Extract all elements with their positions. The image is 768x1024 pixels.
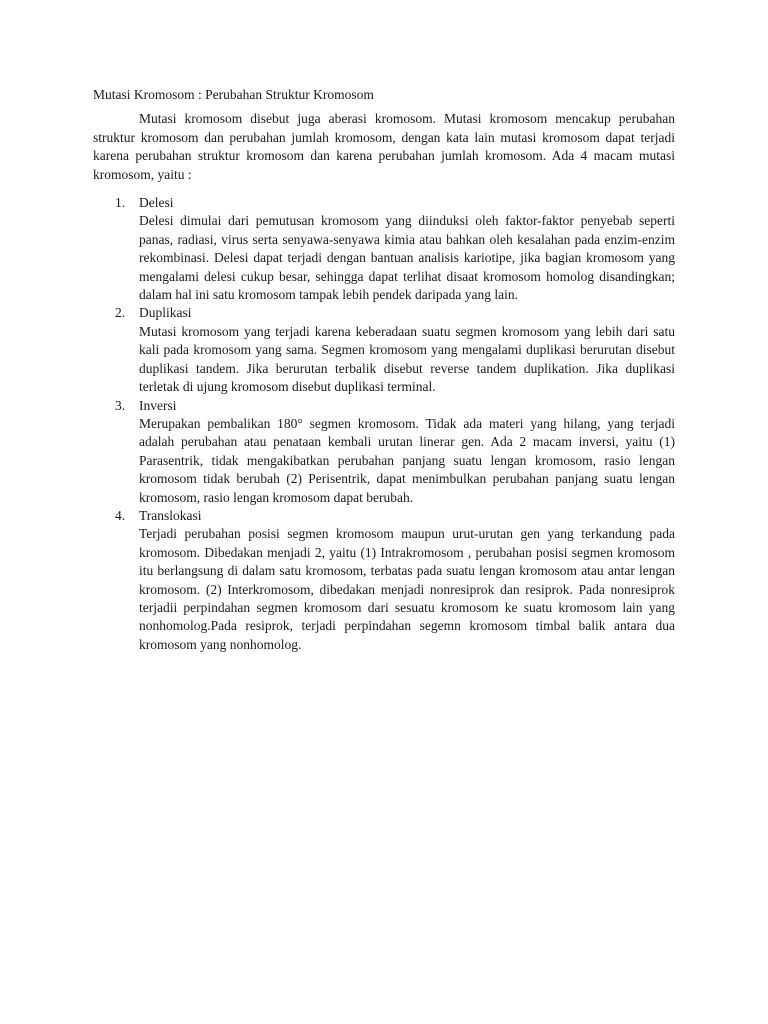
list-item-inversi bbox=[93, 397, 675, 507]
list-item-body: Terjadi perubahan posisi segmen kromosom maupun urut-urutan gen yang terkandung pada kromosom. Dibedakan menjadi 2, yaitu (1) Intrakromosom , perubahan posisi segmen kromosom itu berlangsung di dalam satu kromosom, terbatas pada suatu lengan kromosom atau antar lengan kromosom. (2) Interkromosom, dibedakan menjadi nonresiprok dan resiprok. Pada nonresiprok terjadii perpindahan segmen kromosom dari sesuatu kromosom ke suatu kromosom lain yang nonhomolog.Pada resiprok, terjadi perpindahan segemn kromosom timbal balik antara dua kromosom yang nonhomolog. bbox=[139, 526, 675, 652]
list-item-body: Merupakan pembalikan 180° segmen kromosom. Tidak ada materi yang hilang, yang terjadi adalah perubahan atau penataan kembali urutan linerar gen. Ada 2 macam inversi, yaitu (1) Parasentrik, tidak mengakibatkan perubahan panjang suatu lengan kromosom, rasio lengan kromosom tidak berubah (2) Perisentrik, dapat menimbulkan perubahan panjang suatu lengan kromosom, rasio lengan kromosom dapat berubah. bbox=[139, 415, 675, 505]
list-item-number: 1. bbox=[115, 195, 126, 211]
list-item-number: 2. bbox=[115, 305, 126, 321]
list-item-heading: Duplikasi bbox=[139, 305, 192, 321]
intro-paragraph: Mutasi kromosom disebut juga aberasi kromosom. Mutasi kromosom mencakup perubahan struktur kromosom dan perubahan jumlah kromosom, dengan kata lain mutasi kromosom dapat terjadi karena perubahan struktur kromosom dan karena perubahan jumlah kromosom. Ada 4 macam mutasi kromosom, yaitu : bbox=[93, 111, 675, 182]
document-title: Mutasi Kromosom : Perubahan Struktur Kromosom bbox=[93, 87, 374, 102]
list-item-heading: Delesi bbox=[139, 195, 174, 211]
list-item-body: Delesi dimulai dari pemutusan kromosom yang diinduksi oleh faktor-faktor penyebab seperti panas, radiasi, virus serta senyawa-senyawa kimia atau bahkan oleh kesalahan pada enzim-enzim rekombinasi. Delesi dapat terjadi dengan bantuan analisis kariotipe, jika bagian kromosom yang mengalami delesi cukup besar, sehingga dapat terlihat disaat kromosom homolog disandingkan; dalam hal ini satu kromosom tampak lebih pendek daripada yang lain. bbox=[139, 213, 675, 303]
document-page bbox=[93, 86, 675, 654]
mutation-list bbox=[93, 194, 675, 654]
list-item-duplikasi bbox=[93, 304, 675, 396]
list-item-number: 3. bbox=[115, 397, 126, 413]
list-item-heading: Translokasi bbox=[139, 507, 202, 523]
list-item-translokasi bbox=[93, 507, 675, 654]
list-item-body: Mutasi kromosom yang terjadi karena keberadaan suatu segmen kromosom yang lebih dari satu kali pada kromosom yang sama. Segmen kromosom yang mengalami duplikasi berurutan disebut duplikasi tandem. Jika berurutan terbalik disebut reverse tandem duplikation. Jika duplikasi terletak di ujung kromosom disebut duplikasi terminal. bbox=[139, 323, 675, 395]
list-item-delesi bbox=[93, 194, 675, 304]
list-item-heading: Inversi bbox=[139, 397, 177, 413]
list-item-number: 4. bbox=[115, 507, 126, 523]
